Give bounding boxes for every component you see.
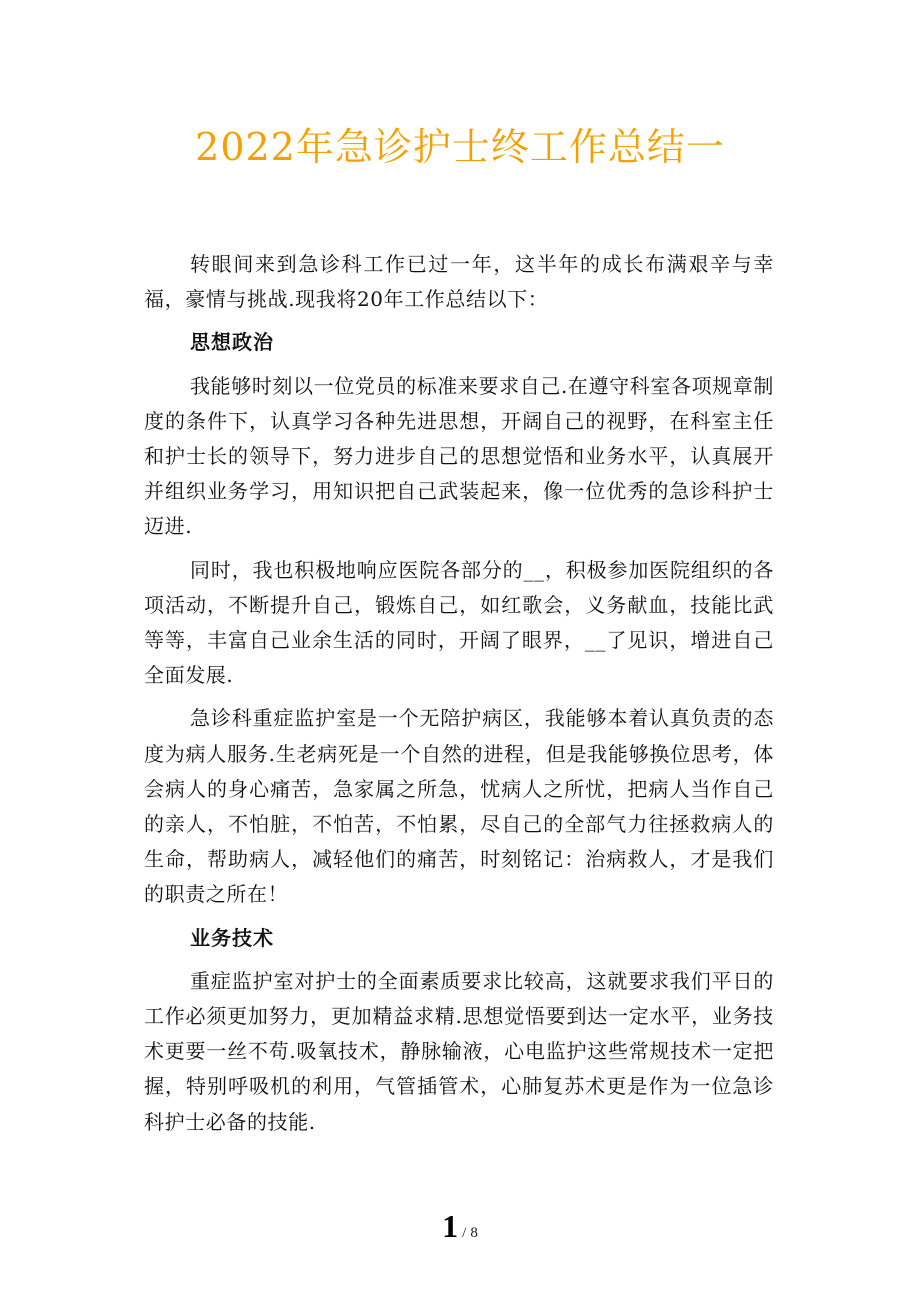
- page-separator: /: [462, 1225, 467, 1241]
- page-indicator: [0, 1208, 920, 1245]
- politics-paragraph-2: 同时，我也积极地响应医院各部分的__，积极参加医院组织的各项活动，不断提升自己，锻炼自己，如红歌会，义务献血，技能比武等等，丰富自己业余生活的同时，开阔了眼界，__了见识，增进自己全面发展.: [144, 557, 774, 688]
- document-title: 2022年急诊护士终工作总结一: [195, 125, 725, 169]
- skills-paragraph-1: 重症监护室对护士的全面素质要求比较高，这就要求我们平日的工作必须更加努力，更加精益求精.思想觉悟要到达一定水平，业务技术更要一丝不苟.吸氧技术，静脉输液，心电监护这些常规技术一定把握，特别呼吸机的利用，气管插管术，心肺复苏术更是作为一位急诊科护士必备的技能.: [144, 968, 774, 1134]
- politics-paragraph-1: 我能够时刻以一位党员的标准来要求自己.在遵守科室各项规章制度的条件下，认真学习各种先进思想，开阔自己的视野，在科室主任和护士长的领导下，努力进步自己的思想觉悟和业务水平，认真展开并组织业务学习，用知识把自己武装起来，像一位优秀的急诊科护士迈进.: [144, 373, 774, 539]
- section-heading-skills: 业务技术: [190, 925, 274, 950]
- politics-paragraph-3: 急诊科重症监护室是一个无陪护病区，我能够本着认真负责的态度为病人服务.生老病死是一个自然的进程，但是我能够换位思考，体会病人的身心痛苦，急家属之所急，忧病人之所忧，把病人当作自己的亲人，不怕脏，不怕苦，不怕累，尽自己的全部气力往拯救病人的生命，帮助病人，减轻他们的痛苦，时刻铭记：治病救人，才是我们的职责之所在！: [144, 706, 774, 907]
- page-total: 8: [470, 1225, 478, 1241]
- section-heading-politics: 思想政治: [190, 330, 274, 355]
- page-current: 1: [442, 1208, 459, 1244]
- intro-paragraph: 转眼间来到急诊科工作已过一年，这半年的成长布满艰辛与幸福，豪情与挑战.现我将20年工作总结以下：: [144, 252, 774, 312]
- document-body: [144, 247, 774, 1140]
